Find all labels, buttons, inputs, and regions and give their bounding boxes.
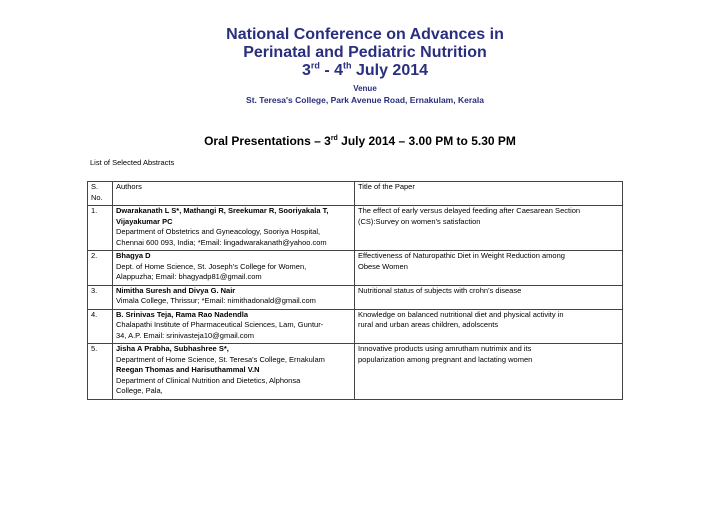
venue-address: St. Teresa's College, Park Avenue Road, Ernakulam, Kerala [246, 95, 484, 105]
title-line: Knowledge on balanced nutritional diet and physical activity in [358, 309, 564, 319]
affiliation-line: 34, A.P. Email: srinivasteja10@gmail.com [116, 330, 254, 340]
conference-title-line-1: National Conference on Advances in [226, 26, 504, 43]
table-row [88, 285, 623, 309]
table-header-row [88, 182, 623, 206]
row-authors [113, 285, 355, 309]
title-line: popularization among pregnant and lactating women [358, 354, 533, 364]
row-title [355, 206, 623, 251]
dates-day2-sup: th [343, 60, 352, 71]
authors-line: Bhagya D [116, 251, 151, 260]
authors-line: Vijayakumar PC [116, 216, 173, 226]
title-line: Obese Women [358, 261, 408, 271]
authors-line: Jisha A Prabha, Subhashree S*, [116, 344, 229, 353]
authors-line: Dwarakanath L S*, Mathangi R, Sreekumar R, Sooriyakala T, [116, 206, 329, 215]
table-row [88, 309, 623, 344]
heading-sup: rd [330, 135, 338, 142]
table-row [88, 206, 623, 251]
title-line: Nutritional status of subjects with crohn’s disease [358, 285, 522, 295]
row-sno: 1. [88, 206, 113, 251]
header-sno: S. No. [88, 182, 113, 206]
row-sno: 5. [88, 344, 113, 400]
affiliation-line: Vimala College, Thrissur; *Email: nimithadonald@gmail.com [116, 296, 316, 305]
row-authors [113, 251, 355, 286]
affiliation-line: Alappuzha; Email: bhagyadp81@gmail.com [116, 272, 262, 281]
affiliation-line: Chennai 600 093, India; *Email: lingadwarakanath@yahoo.com [116, 237, 327, 247]
row-sno: 2. [88, 251, 113, 286]
title-line: The effect of early versus delayed feeding after Caesarean Section [358, 206, 581, 215]
dates-day1: 3 [301, 62, 311, 79]
affiliation-line: College, Pala, [116, 386, 163, 395]
venue-label: Venue [353, 84, 377, 93]
section-heading [0, 134, 720, 148]
dates-rest: July 2014 [351, 62, 429, 79]
row-title [355, 251, 623, 286]
title-line: Innovative products using amrutham nutrimix and its [358, 344, 532, 353]
header-title: Title of the Paper [355, 182, 623, 206]
row-title [355, 309, 623, 344]
dates-day1-sup: rd [310, 60, 320, 71]
abstracts-table [87, 181, 623, 400]
authors-line: B. Srinivas Teja, Rama Rao Nadendla [116, 309, 248, 319]
row-authors [113, 206, 355, 251]
table-row [88, 251, 623, 286]
title-line: (CS):Survey on women’s satisfaction [358, 216, 481, 226]
conference-title-line-2: Perinatal and Pediatric Nutrition [243, 44, 487, 61]
row-title [355, 344, 623, 400]
affiliation-line: Chalapathi Institute of Pharmaceutical Sciences, Lam, Guntur- [116, 320, 324, 329]
affiliation-line: Department of Obstetrics and Gyneacology, Sooriya Hospital, [116, 227, 321, 236]
authors-line: Nimitha Suresh and Divya G. Nair [116, 285, 236, 295]
affiliation-line: Department of Home Science, St. Teresa's College, Ernakulam [116, 354, 325, 364]
conference-header [200, 26, 530, 106]
conference-dates [200, 62, 530, 80]
row-authors [113, 344, 355, 400]
heading-post: July 2014 – 3.00 PM to 5.30 PM [337, 134, 516, 148]
title-line: Effectiveness of Naturopathic Diet in Weight Reduction among [358, 251, 565, 260]
title-line: rural and urban areas children, adolscents [358, 320, 499, 329]
row-sno: 4. [88, 309, 113, 344]
row-title [355, 285, 623, 309]
heading-pre: Oral Presentations – 3 [204, 134, 331, 148]
list-label: List of Selected Abstracts [90, 158, 175, 167]
affiliation-line: Dept. of Home Science, St. Joseph’s College for Women, [116, 261, 307, 271]
row-sno: 3. [88, 285, 113, 309]
header-authors: Authors [113, 182, 355, 206]
affiliation-line: Department of Clinical Nutrition and Dietetics, Alphonsa [116, 375, 301, 385]
table-row [88, 344, 623, 400]
authors-line: Reegan Thomas and Harisuthammal V.N [116, 365, 260, 374]
row-authors [113, 309, 355, 344]
dates-separator: - 4 [319, 62, 344, 79]
